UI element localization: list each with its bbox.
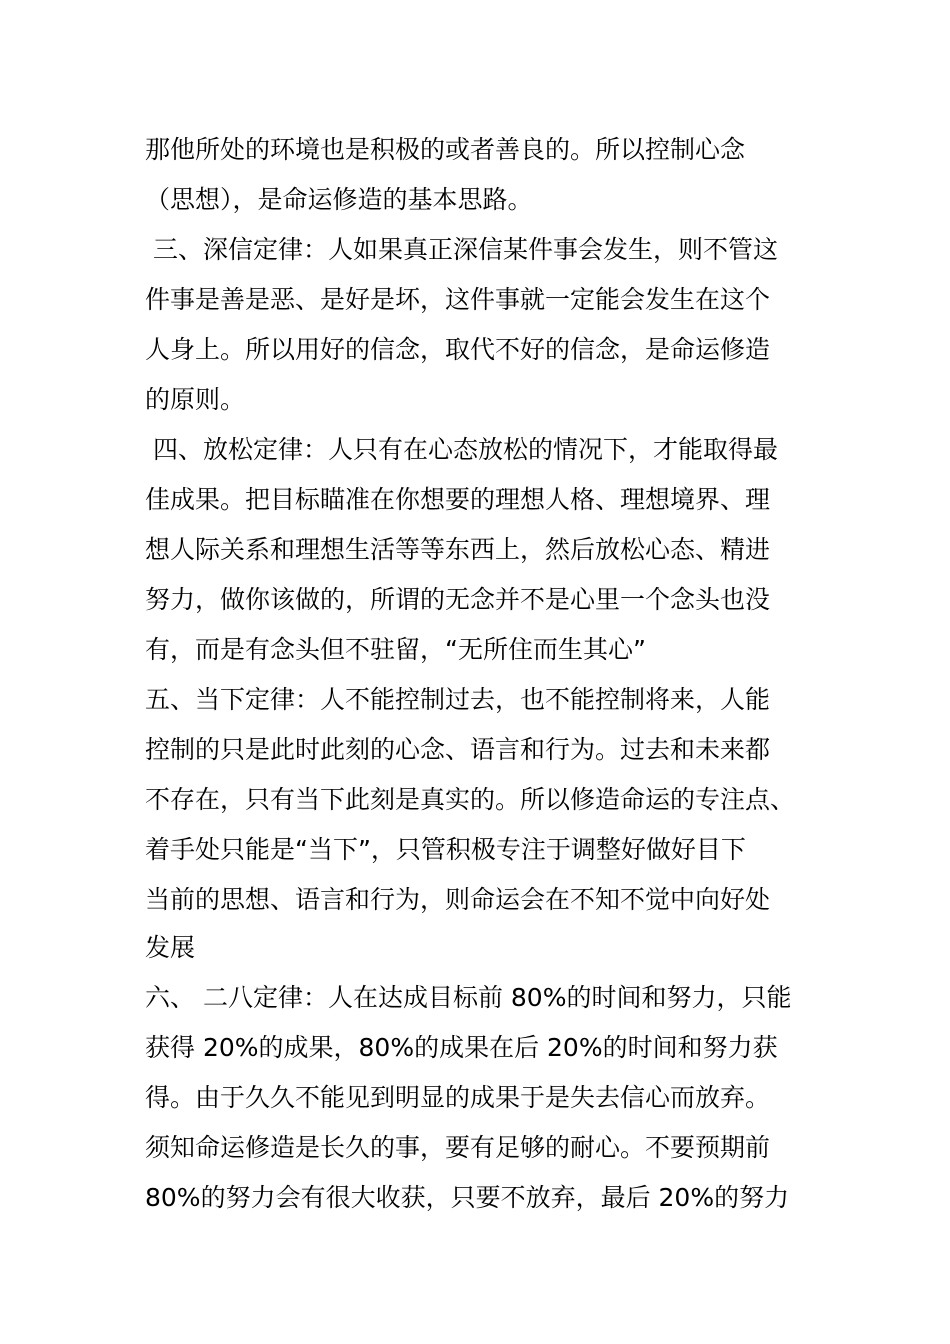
text-line: 当前的思想、语言和行为，则命运会在不知不觉中向好处 (145, 885, 771, 914)
text-line: 控制的只是此时此刻的心念、语言和行为。过去和未来都 (145, 735, 771, 764)
text-line: 努力，做你该做的，所谓的无念并不是心里一个念头也没 (145, 585, 771, 614)
text-line: 获得 20%的成果，80%的成果在后 20%的时间和努力获 (145, 1033, 778, 1062)
text-line: 须知命运修造是长久的事，要有足够的耐心。不要预期前 (145, 1133, 771, 1162)
text-line: 不存在，只有当下此刻是真实的。所以修造命运的专注点、 (145, 785, 796, 814)
text-line: 着手处只能是“当下”，只管积极专注于调整好做好目下 (145, 835, 746, 864)
text-line: 三、深信定律：人如果真正深信某件事会发生，则不管这 (145, 235, 778, 264)
text-line: 发展 (145, 933, 196, 962)
text-line: 想人际关系和理想生活等等东西上，然后放松心态、精进 (145, 535, 771, 564)
text-line: 的原则。 (145, 385, 246, 414)
text-line: 得。由于久久不能见到明显的成果于是失去信心而放弃。 (145, 1083, 771, 1112)
text-line: 六、 二八定律：人在达成目标前 80%的时间和努力，只能 (145, 983, 792, 1012)
text-line: 人身上。所以用好的信念，取代不好的信念，是命运修造 (145, 335, 771, 364)
text-line: 有，而是有念头但不驻留，“无所住而生其心” (145, 635, 646, 664)
text-line: （思想），是命运修造的基本思路。 (145, 185, 533, 214)
text-line: 件事是善是恶、是好是坏，这件事就一定能会发生在这个 (145, 285, 771, 314)
text-line: 佳成果。把目标瞄准在你想要的理想人格、理想境界、理 (145, 485, 771, 514)
text-line: 80%的努力会有很大收获，只要不放弃，最后 20%的努力 (145, 1183, 790, 1212)
text-line: 五、当下定律：人不能控制过去，也不能控制将来，人能 (145, 685, 771, 714)
text-line: 那他所处的环境也是积极的或者善良的。所以控制心念 (145, 135, 746, 164)
text-line: 四、放松定律：人只有在心态放松的情况下，才能取得最 (145, 435, 778, 464)
